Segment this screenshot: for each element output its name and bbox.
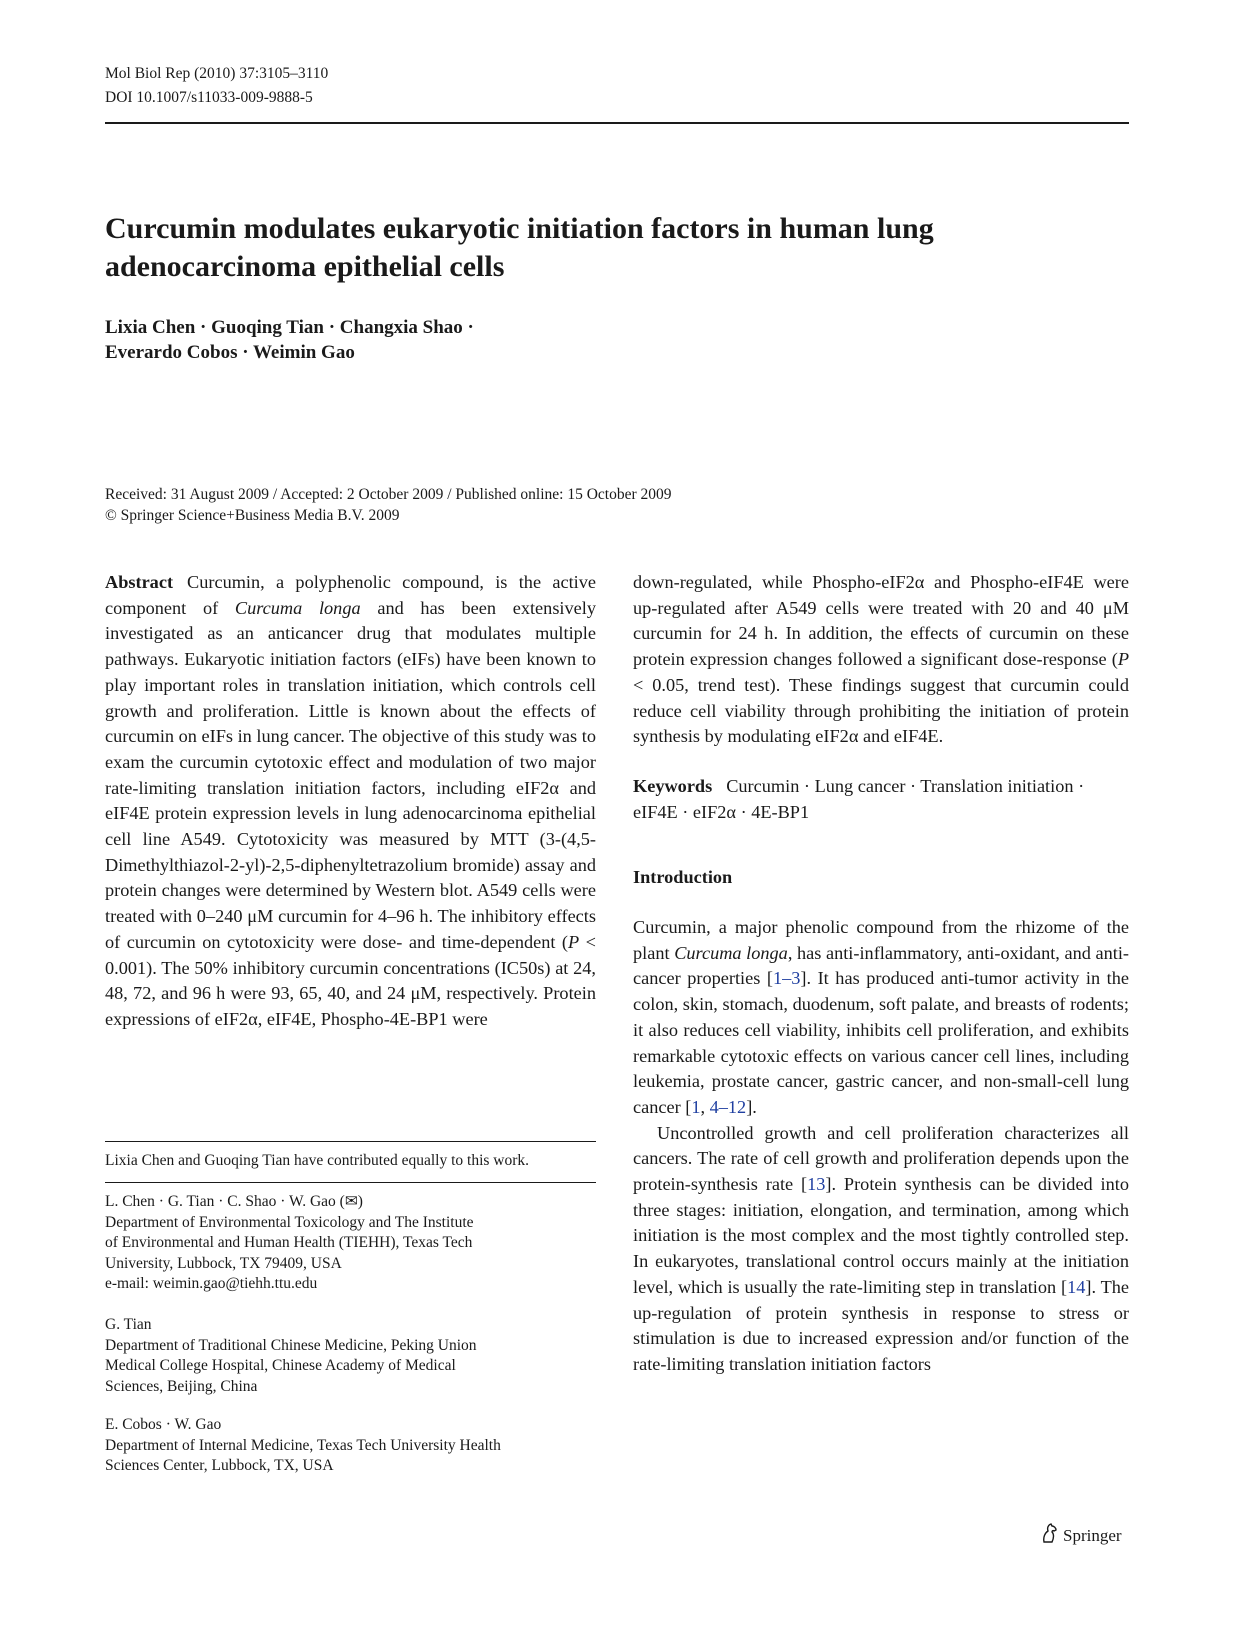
affiliation-3-line: Department of Internal Medicine, Texas Tech University Health — [105, 1436, 501, 1454]
affiliation-3 — [105, 1415, 596, 1477]
abstract-p-symbol-2: P — [1117, 649, 1129, 670]
abstract-text-c: < 0.001). The 50% inhibitory curcumin concentrations (IC50s) at 24, 48, 72, and 96 h were 93, 65, 40, and 24 μM, respectively. Protein expressions of eIF2α, eIF4E, Phospho-4E-BP1 were — [105, 931, 596, 1029]
footnote-divider — [105, 1141, 596, 1142]
footnote-divider-2 — [105, 1182, 596, 1183]
introduction-paragraph-2 — [633, 1121, 1129, 1378]
right-column — [633, 570, 1129, 1378]
abstract-species-name: Curcuma longa — [234, 597, 361, 618]
publisher-name: Springer — [1063, 1525, 1122, 1545]
affiliation-3-line: Sciences Center, Lubbock, TX, USA — [105, 1457, 334, 1475]
left-column — [105, 570, 596, 1033]
affiliation-1-line: Department of Environmental Toxicology and The Institute — [105, 1213, 474, 1231]
abstract-text-e: < 0.05, trend test). These findings suggest that curcumin could reduce cell viability through prohibiting the initiation of protein synthesis by modulating eIF2α and eIF4E. — [633, 674, 1129, 747]
intro-text: ]. Protein synthesis can be divided into three stages: initiation, elongation, and termination, among which initiation is the most complex and the most tightly controlled step. In eukaryotes, translational control occurs mainly at the initiation level, which is usually the rate-limiting step in translation [ — [633, 1174, 1129, 1297]
introduction-paragraph-1 — [633, 915, 1129, 1121]
equal-contribution-note: Lixia Chen and Guoqing Tian have contributed equally to this work. — [105, 1152, 530, 1169]
article-title-line-1: Curcumin modulates eukaryotic initiation factors in human lung — [105, 212, 934, 245]
abstract-p-symbol: P — [568, 931, 580, 952]
abstract-paragraph — [105, 570, 596, 1033]
publication-history: Received: 31 August 2009 / Accepted: 2 October 2009 / Published online: 15 October 2009 — [105, 486, 672, 503]
intro-text: , — [700, 1096, 710, 1117]
author-list-line-2: Everardo Cobos · Weimin Gao — [105, 342, 355, 363]
affiliation-2-line: Sciences, Beijing, China — [105, 1377, 258, 1395]
abstract-continuation — [633, 570, 1129, 750]
intro-text: Uncontrolled growth and cell proliferation characterizes all cancers. The rate of cell growth and proliferation depends upon the protein-synthesis rate [ — [633, 1122, 1129, 1195]
affiliation-2 — [105, 1315, 596, 1397]
article-title — [105, 210, 1105, 286]
keywords-label: Keywords — [633, 775, 713, 796]
affiliation-1-line: University, Lubbock, TX 79409, USA — [105, 1254, 342, 1272]
article-title-line-2: adenocarcinoma epithelial cells — [105, 250, 505, 283]
springer-horse-logo-icon — [1039, 1522, 1059, 1549]
affiliation-1-names: L. Chen · G. Tian · C. Shao · W. Gao (✉) — [105, 1193, 363, 1210]
author-list-line-1: Lixia Chen · Guoqing Tian · Changxia Shao · — [105, 317, 474, 338]
citation-link[interactable]: 1–3 — [772, 968, 801, 989]
intro-text: ]. It has produced anti-tumor activity in the colon, skin, stomach, duodenum, soft palate, and breasts of rodents; it also reduces cell viability, inhibits cell proliferation, and exhibits remarkable cytotoxic effects on various cancer cell lines, including leukemia, prostate cancer, gastric cancer, and non-small-cell lung cancer [ — [633, 968, 1129, 1117]
keywords-list: Curcumin · Lung cancer · Translation initiation · eIF4E · eIF2α · 4E-BP1 — [633, 775, 1085, 822]
intro-text: Curcumin, a major phenolic compound from the rhizome of the plant — [633, 917, 1129, 963]
intro-species-name: Curcuma longa — [674, 942, 788, 963]
header-divider — [105, 122, 1129, 124]
abstract-text-d: down-regulated, while Phospho-eIF2α and Phospho-eIF4E were up-regulated after A549 cells were treated with 20 and 40 μM curcumin for 24 h. In addition, the effects of curcumin on these protein expression changes followed a significant dose-response ( — [633, 572, 1129, 670]
affiliation-3-names: E. Cobos · W. Gao — [105, 1416, 222, 1433]
keywords-paragraph — [633, 774, 1129, 825]
affiliation-2-names: G. Tian — [105, 1316, 152, 1333]
abstract-text-a: Curcumin, a polyphenolic compound, is the active component of — [105, 572, 596, 618]
intro-text: , has anti-inflammatory, anti-oxidant, and anti-cancer properties [ — [633, 942, 1129, 989]
citation-link[interactable]: 14 — [1067, 1276, 1086, 1297]
introduction-heading: Introduction — [633, 867, 733, 888]
citation-link[interactable]: 1 — [691, 1096, 701, 1117]
doi-link[interactable]: DOI 10.1007/s11033-009-9888-5 — [105, 89, 313, 106]
affiliation-1 — [105, 1192, 596, 1295]
affiliation-2-line: Medical College Hospital, Chinese Academy of Medical — [105, 1357, 456, 1375]
abstract-label: Abstract — [105, 572, 174, 592]
publisher-logo — [1039, 1522, 1122, 1549]
affiliation-1-line: of Environmental and Human Health (TIEHH), Texas Tech — [105, 1234, 473, 1252]
copyright-notice: © Springer Science+Business Media B.V. 2009 — [105, 507, 400, 524]
intro-text: ]. The up-regulation of protein synthesis in response to stress or stimulation is due to increased expression and/or function of the rate-limiting translation initiation factors — [633, 1276, 1129, 1374]
intro-text: ]. — [746, 1096, 757, 1117]
affiliation-2-line: Department of Traditional Chinese Medicine, Peking Union — [105, 1336, 477, 1354]
citation-link[interactable]: 4–12 — [709, 1096, 747, 1117]
journal-citation: Mol Biol Rep (2010) 37:3105–3110 — [105, 65, 329, 82]
abstract-text-b: and has been extensively investigated as an anticancer drug that modulates multiple pathways. Eukaryotic initiation factors (eIFs) have been known to play important roles in translation initiation, which controls cell growth and proliferation. Little is known about the effects of curcumin on eIFs in lung cancer. The objective of this study was to exam the curcumin cytotoxic effect and modulation of two major rate-limiting translation initiation factors, including eIF2α and eIF4E protein expression levels in lung adenocarcinoma epithelial cell line A549. Cytotoxicity was measured by MTT (3-(4,5-Dimethylthiazol-2-yl)-2,5-diphenyltetrazolium bromide) assay and protein changes were determined by Western blot. A549 cells were treated with 0–240 μM curcumin for 4–96 h. The inhibitory effects of curcumin on cytotoxicity were dose- and time-dependent ( — [105, 597, 596, 952]
corresponding-email-link[interactable]: e-mail: weimin.gao@tiehh.ttu.edu — [105, 1275, 318, 1293]
citation-link[interactable]: 13 — [807, 1174, 826, 1195]
